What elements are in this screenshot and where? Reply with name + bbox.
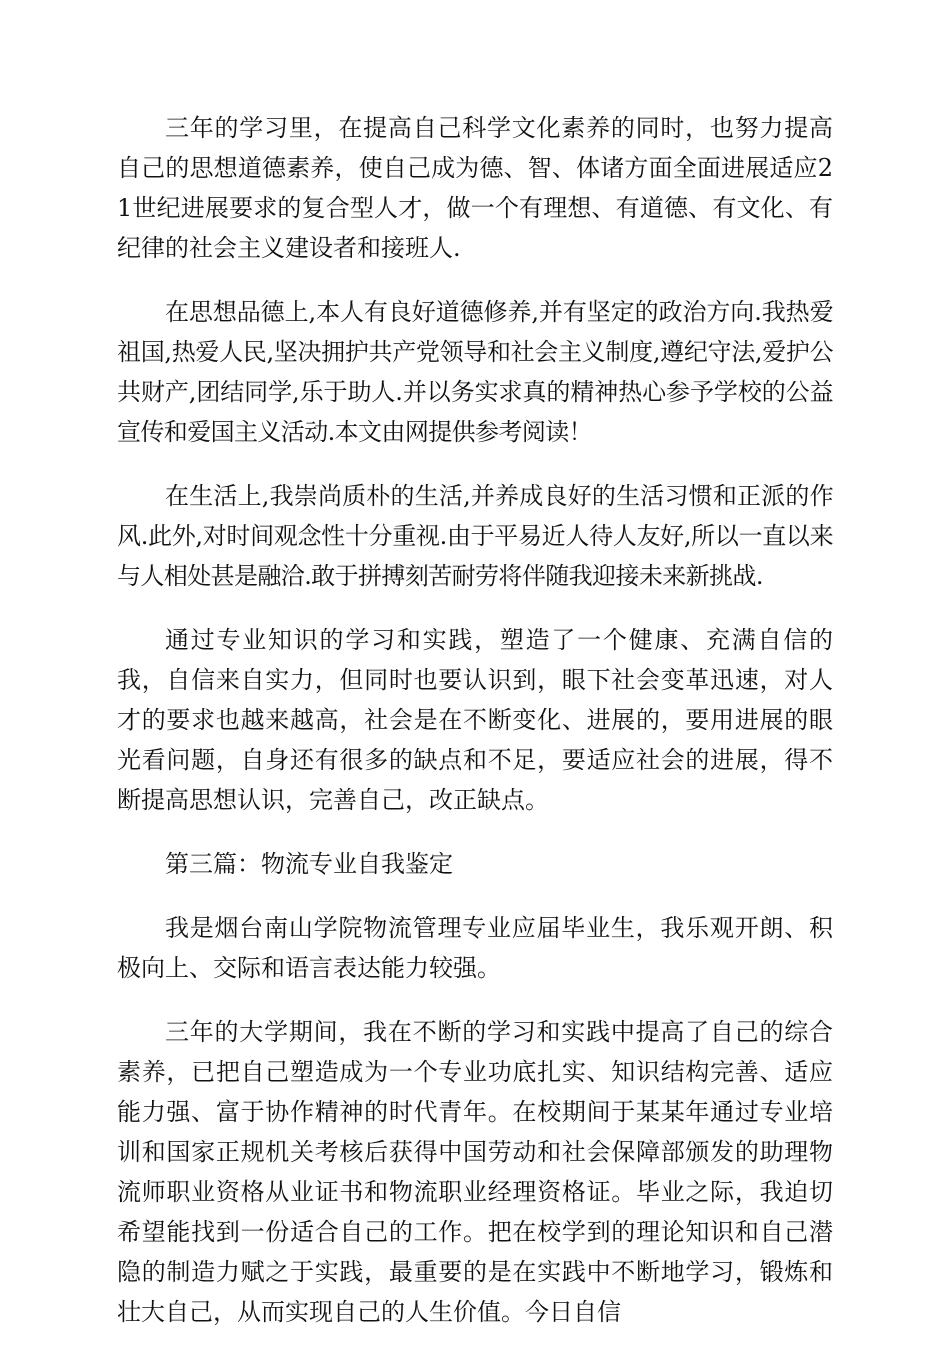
paragraph-introduction: 我是烟台南山学院物流管理专业应届毕业生，我乐观开朗、积极向上、交际和语言表达能力较强。 [117, 914, 833, 982]
paragraph-university-period: 三年的大学期间，我在不断的学习和实践中提高了自己的综合素养，已把自己塑造成为一个专业功底扎实、知识结构完善、适应能力强、富于协作精神的时代青年。在校期间于某某年通过专业培训和国家正规机关考核后获得中国劳动和社会保障部颁发的助理物流师职业资格从业证书和物流职业经理资格证。毕业之际，我迫切希望能找到一份适合自己的工作。把在校学到的理论知识和自己潜隐的制造力赋之于实践，最重要的是在实践中不断地学习，锻炼和壮大自己，从而实现自己的人生价值。今日自信 [117, 1018, 833, 1326]
paragraph-professional-practice: 通过专业知识的学习和实践，塑造了一个健康、充满自信的我，自信来自实力，但同时也要认识到，眼下社会变革迅速，对人才的要求也越来越高，社会是在不断变化、进展的，要用进展的眼光看问题，自身还有很多的缺点和不足，要适应社会的进展，得不断提高思想认识，完善自己，改正缺点。 [117, 626, 833, 814]
paragraph-life: 在生活上,我崇尚质朴的生活,并养成良好的生活习惯和正派的作风.此外,对时间观念性十分重视.由于平易近人待人友好,所以一直以来与人相处甚是融洽.敢于拼搏刻苦耐劳将伴随我迎接未来新挑战. [117, 482, 833, 590]
section-heading: 第三篇：物流专业自我鉴定 [165, 850, 453, 878]
paragraph-ideology: 在思想品德上,本人有良好道德修养,并有坚定的政治方向.我热爱祖国,热爱人民,坚决拥护共产党领导和社会主义制度,遵纪守法,爱护公共财产,团结同学,乐于助人.并以务实求真的精神热心参予学校的公益宣传和爱国主义活动.本文由网提供参考阅读！ [117, 298, 833, 446]
paragraph-study-moral: 三年的学习里，在提高自己科学文化素养的同时，也努力提高自己的思想道德素养，使自己成为德、智、体诸方面全面进展适应21世纪进展要求的复合型人才，做一个有理想、有道德、有文化、有纪律的社会主义建设者和接班人. [117, 114, 833, 262]
document-body [117, 108, 833, 1356]
